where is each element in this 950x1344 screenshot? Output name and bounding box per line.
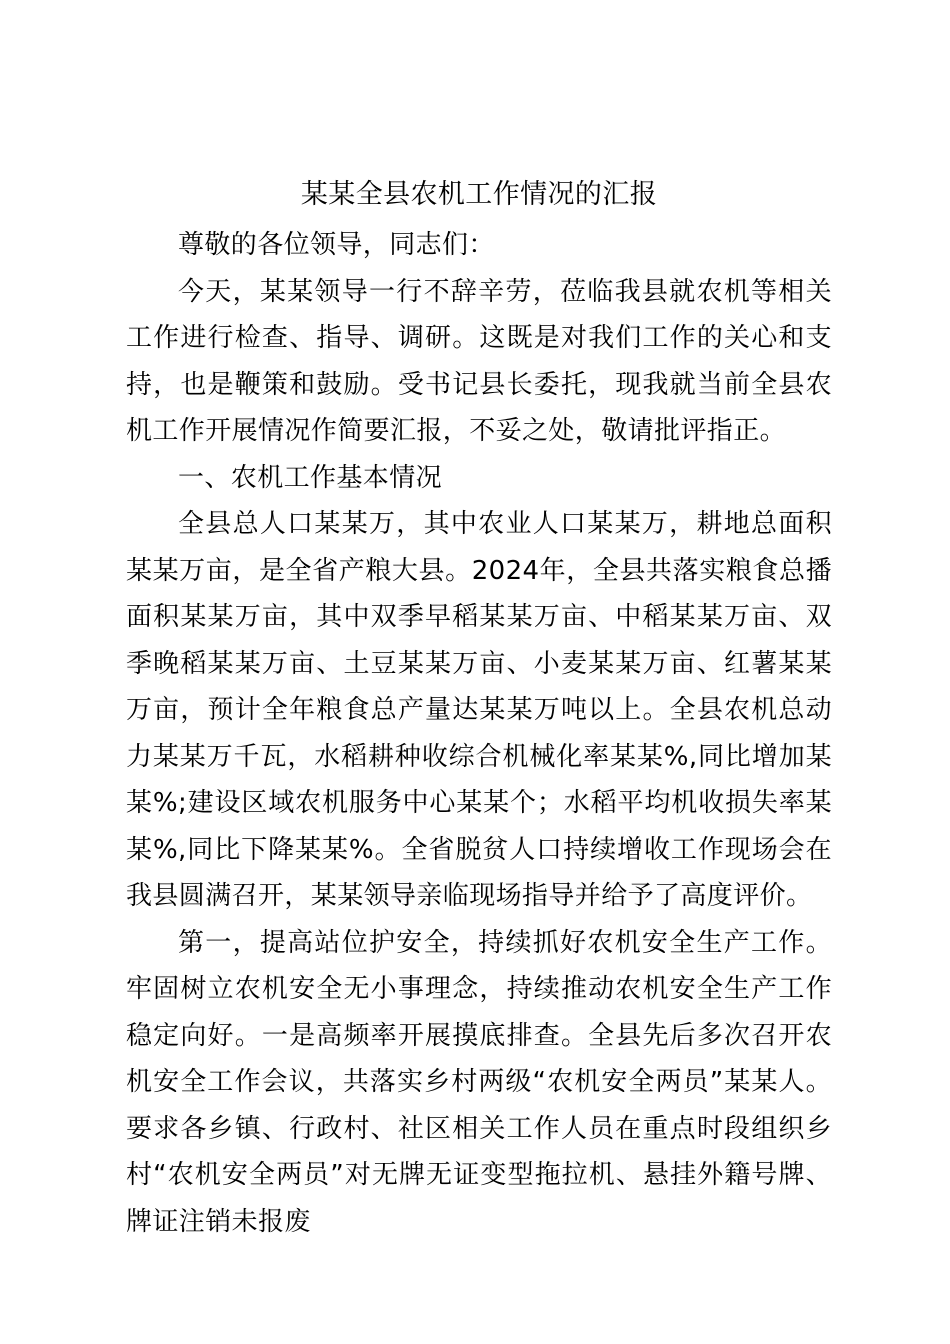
point-one-paragraph: 第一，提高站位护安全，持续抓好农机安全生产工作。牢固树立农机安全无小事理念，持续推动农机安全生产工作稳定向好。一是高频率开展摸底排查。全县先后多次召开农机安全工作会议，共落实乡村两级“农机安全两员”某某人。要求各乡镇、行政村、社区相关工作人员在重点时段组织乡村“农机安全两员”对无牌无证变型拖拉机、悬挂外籍号牌、牌证注销未报废 — [126, 927, 832, 1237]
basic-situation-paragraph: 全县总人口某某万，其中农业人口某某万，耕地总面积某某万亩，是全省产粮大县。2024年，全县共落实粮食总播面积某某万亩，其中双季早稻某某万亩、中稻某某万亩、双季晚稻某某万亩、土豆某某万亩、小麦某某万亩、红薯某某万亩，预计全年粮食总产量达某某万吨以上。全县农机总动力某某万千瓦，水稻耕种收综合机械化率某某%,同比增加某某%;建设区域农机服务中心某某个；水稻平均机收损失率某某%,同比下降某某%。全省脱贫人口持续增收工作现场会在我县圆满召开，某某领导亲临现场指导并给予了高度评价。 — [126, 509, 832, 911]
salutation: 尊敬的各位领导，同志们： — [178, 230, 495, 260]
document-title: 某某全县农机工作情况的汇报 — [300, 179, 658, 210]
section-heading: 一、农机工作基本情况 — [178, 462, 443, 493]
document-body — [126, 170, 832, 1245]
intro-paragraph: 今天，某某领导一行不辞辛劳，莅临我县就农机等相关工作进行检查、指导、调研。这既是对我们工作的关心和支持，也是鞭策和鼓励。受书记县长委托，现我就当前全县农机工作开展情况作简要汇报，不妥之处，敬请批评指正。 — [126, 276, 832, 446]
